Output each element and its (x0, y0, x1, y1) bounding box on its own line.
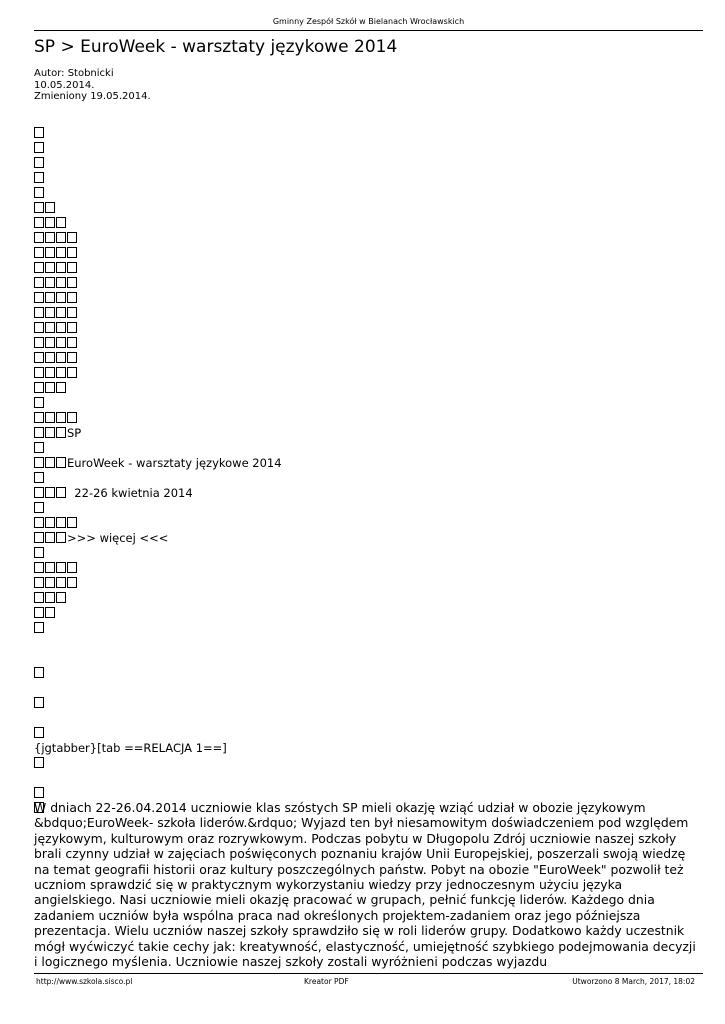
box-line (34, 501, 282, 516)
box-line (34, 786, 282, 801)
missing-glyph-box (34, 607, 44, 618)
missing-glyph-box (34, 187, 44, 198)
school-name: Gminny Zespół Szkół w Bielanach Wrocławskich (272, 17, 465, 26)
missing-glyph-box (45, 382, 55, 393)
missing-glyph-box (34, 412, 44, 423)
missing-glyph-box (34, 547, 44, 558)
missing-glyph-box (56, 217, 66, 228)
missing-glyph-box (34, 532, 44, 543)
missing-glyph-box (45, 292, 55, 303)
page-header (34, 16, 703, 31)
footer-url: http://www.szkola.sisco.pl (36, 977, 133, 986)
missing-glyph-box (67, 277, 77, 288)
missing-glyph-box (56, 517, 66, 528)
footer-created: Utworzono 8 March, 2017, 18:02 (572, 977, 695, 986)
missing-glyph-box (34, 457, 44, 468)
missing-glyph-box (45, 517, 55, 528)
missing-glyph-box (34, 262, 44, 273)
missing-glyph-box (45, 232, 55, 243)
missing-glyph-box (34, 622, 44, 633)
missing-glyph-box (34, 442, 44, 453)
missing-glyph-box (67, 322, 77, 333)
missing-glyph-box (67, 262, 77, 273)
box-line-text: >>> więcej <<< (67, 531, 169, 545)
missing-glyph-box (34, 202, 44, 213)
article-meta (34, 68, 151, 103)
missing-glyph-box (56, 412, 66, 423)
missing-glyph-box (34, 337, 44, 348)
missing-glyph-box (34, 757, 44, 768)
missing-glyph-box (34, 247, 44, 258)
article-body (34, 800, 703, 969)
missing-glyph-box (67, 292, 77, 303)
box-line (34, 516, 282, 531)
missing-glyph-box (34, 517, 44, 528)
box-line (34, 336, 282, 351)
box-line-text: 22-26 kwietnia 2014 (67, 486, 193, 500)
missing-glyph-box (56, 262, 66, 273)
missing-glyph-box (45, 307, 55, 318)
box-line (34, 471, 282, 486)
missing-glyph-box (45, 532, 55, 543)
missing-glyph-box (67, 517, 77, 528)
missing-glyph-box (34, 277, 44, 288)
box-line (34, 216, 282, 231)
box-line (34, 276, 282, 291)
missing-glyph-box (67, 352, 77, 363)
missing-glyph-box (34, 727, 44, 738)
missing-glyph-box (45, 262, 55, 273)
missing-glyph-box (34, 487, 44, 498)
box-line (34, 711, 282, 726)
box-line (34, 756, 282, 771)
missing-glyph-box (45, 412, 55, 423)
box-line (34, 381, 282, 396)
missing-glyph-box (45, 202, 55, 213)
missing-glyph-box (34, 577, 44, 588)
box-line (34, 366, 282, 381)
box-line (34, 171, 282, 186)
box-line (34, 696, 282, 711)
box-line (34, 561, 282, 576)
missing-glyph-box (45, 427, 55, 438)
missing-glyph-box (56, 337, 66, 348)
box-line (34, 426, 282, 441)
author-line: Autor: Stobnicki (34, 68, 114, 79)
missing-glyph-box (45, 352, 55, 363)
missing-glyph-box (56, 277, 66, 288)
box-line (34, 321, 282, 336)
missing-glyph-box (67, 562, 77, 573)
box-line (34, 606, 282, 621)
missing-glyph-box (45, 592, 55, 603)
missing-glyph-box (56, 307, 66, 318)
missing-glyph-box (45, 337, 55, 348)
box-line-text: SP (67, 426, 82, 440)
box-line-text: {jgtabber}[tab ==RELACJA 1==] (34, 741, 227, 755)
missing-glyph-box (34, 232, 44, 243)
box-line (34, 591, 282, 606)
box-line (34, 441, 282, 456)
missing-glyph-box (34, 382, 44, 393)
box-line (34, 546, 282, 561)
missing-glyph-box (34, 472, 44, 483)
missing-glyph-box (56, 382, 66, 393)
box-line (34, 246, 282, 261)
missing-glyph-box (56, 487, 66, 498)
missing-glyph-box (67, 307, 77, 318)
box-line (34, 261, 282, 276)
missing-glyph-box (67, 232, 77, 243)
box-line (34, 576, 282, 591)
box-line (34, 636, 282, 651)
missing-glyph-box (34, 322, 44, 333)
missing-glyph-box (56, 322, 66, 333)
box-line (34, 156, 282, 171)
box-line (34, 531, 282, 546)
box-line (34, 771, 282, 786)
missing-glyph-box (45, 217, 55, 228)
box-line (34, 141, 282, 156)
page-title: SP > EuroWeek - warsztaty językowe 2014 (34, 37, 398, 57)
box-line (34, 621, 282, 636)
missing-glyph-box (56, 352, 66, 363)
missing-glyph-box (56, 292, 66, 303)
box-line (34, 126, 282, 141)
missing-glyph-box (34, 127, 44, 138)
missing-glyph-box (67, 337, 77, 348)
missing-glyph-box (34, 667, 44, 678)
missing-glyph-box (56, 457, 66, 468)
missing-glyph-box (56, 532, 66, 543)
box-line (34, 396, 282, 411)
missing-glyph-box (56, 247, 66, 258)
box-line (34, 741, 282, 756)
box-line (34, 231, 282, 246)
box-line (34, 291, 282, 306)
missing-glyph-box (34, 367, 44, 378)
missing-glyph-box (56, 232, 66, 243)
missing-glyph-box (56, 562, 66, 573)
missing-glyph-box (34, 157, 44, 168)
footer-generator: Kreator PDF (304, 977, 349, 986)
box-line (34, 186, 282, 201)
missing-glyph-box (67, 247, 77, 258)
missing-glyph-box (34, 427, 44, 438)
box-line (34, 456, 282, 471)
box-line (34, 486, 282, 501)
missing-glyph-box (45, 577, 55, 588)
missing-glyph-box (56, 367, 66, 378)
page-footer (34, 973, 703, 988)
missing-glyph-box (34, 142, 44, 153)
box-line (34, 306, 282, 321)
box-line (34, 201, 282, 216)
missing-glyph-box (34, 562, 44, 573)
date-line: 10.05.2014. (34, 79, 95, 91)
missing-glyph-box (45, 247, 55, 258)
missing-glyph-box (56, 577, 66, 588)
missing-glyph-box (56, 592, 66, 603)
missing-glyph-box (67, 577, 77, 588)
missing-glyph-box (34, 592, 44, 603)
missing-glyph-box (45, 607, 55, 618)
missing-glyph-box (34, 787, 44, 798)
missing-glyph-box (34, 502, 44, 513)
missing-glyph-box (34, 397, 44, 408)
missing-glyph-box (67, 412, 77, 423)
missing-glyph-box (45, 457, 55, 468)
missing-glyph-box (34, 307, 44, 318)
missing-glyph-box (56, 427, 66, 438)
box-line (34, 351, 282, 366)
missing-glyph-box (45, 487, 55, 498)
box-line (34, 726, 282, 741)
box-line (34, 411, 282, 426)
missing-glyph-box (34, 217, 44, 228)
missing-glyph-box (34, 172, 44, 183)
box-line (34, 666, 282, 681)
missing-glyph-box (34, 352, 44, 363)
modified-line: Zmieniony 19.05.2014. (34, 91, 151, 102)
missing-glyph-box (45, 367, 55, 378)
missing-glyph-box (34, 292, 44, 303)
missing-glyph-box (34, 697, 44, 708)
missing-glyph-box (67, 367, 77, 378)
article-paragraph: W dniach 22-26.04.2014 uczniowie klas szóstych SP mieli okazję wziąć udział w obozie językowym &bdquo;EuroWeek- szkoła liderów.&rdquo; Wyjazd ten był niesamowitym doświadczeniem pod względem językowym, kulturowym oraz rozrywkowym. Podczas pobytu w Długopolu Zdrój uczniowie naszej szkoły brali czynny udział w zajęciach poświęconych poznaniu krajów Unii Europejskiej, poszerzali swoją wiedzę na temat geografii historii oraz kultury poszczególnych państw. Pobyt na obozie "EuroWeek" pozwolił też uczniom sprawdzić się w praktycznym wykorzystaniu wiedzy przy jednoczesnym użyciu języka angielskiego. Nasi uczniowie mieli okazję pracować w grupach, pełnić funkcję liderów. Każdego dnia zadaniem uczniów była wspólna praca nad określonych projektem-zadaniem oraz jego późniejsza prezentacja. Wielu uczniów naszej szkoły sprawdziło się w roli liderów grupy. Dodatkowo każdy uczestnik mógł wyćwiczyć takie cechy jak: kreatywność, elastyczność, umiejętność szybkiego podejmowania decyzji i logicznego myślenia. Uczniowie naszej szkoły zostali wyróżnieni podczas wyjazdu (34, 800, 696, 970)
missing-glyph-box (45, 322, 55, 333)
garbled-content-block (34, 126, 282, 816)
box-line (34, 681, 282, 696)
box-line-text: EuroWeek - warsztaty językowe 2014 (67, 456, 282, 470)
box-line (34, 651, 282, 666)
missing-glyph-box (45, 277, 55, 288)
missing-glyph-box (45, 562, 55, 573)
